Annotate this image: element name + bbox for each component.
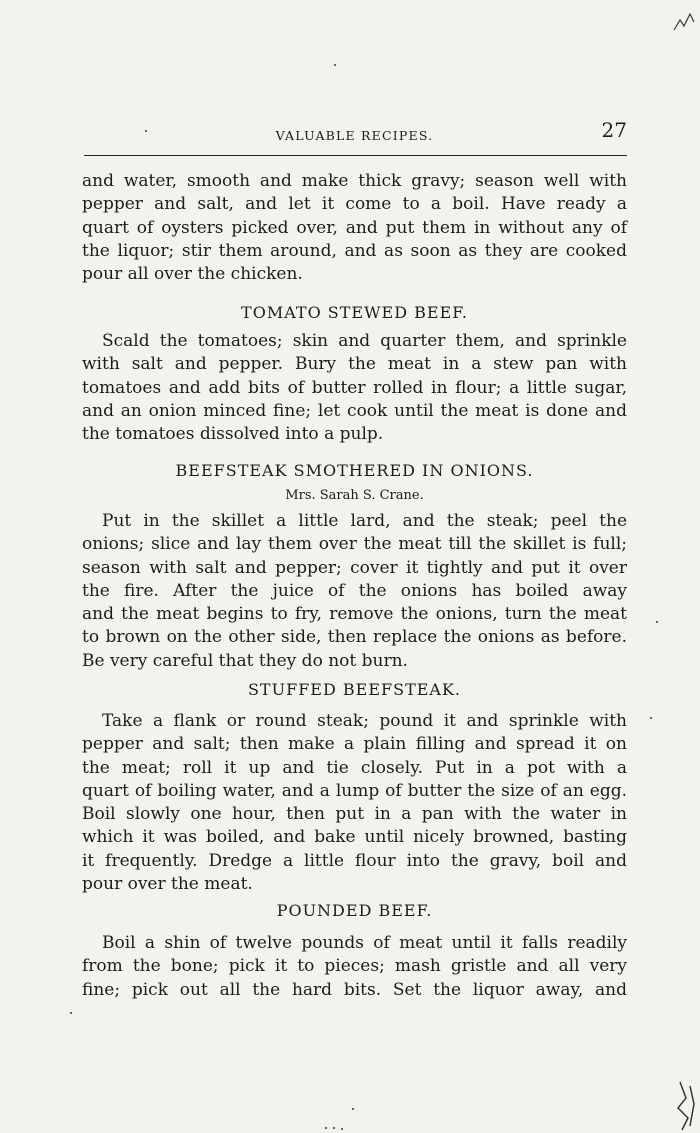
scan-speck xyxy=(334,64,336,66)
recipe-title-beefsteak-smothered: BEEFSTEAK SMOTHERED IN ONIONS. xyxy=(175,461,534,480)
recipe-line: season with salt and pepper; cover it tightly and put it over xyxy=(82,557,627,578)
recipe-title-tomato-stewed-beef: TOMATO STEWED BEEF. xyxy=(241,303,468,322)
recipe-line: to brown on the other side, then replace the onions as before. xyxy=(82,627,627,648)
recipe-line: tomatoes and add bits of butter rolled in flour; a little sugar, xyxy=(82,377,627,398)
intro-line: quart of oysters picked over, and put them in without any of xyxy=(82,217,627,238)
recipe-line: and the meat begins to fry, remove the onions, turn the meat xyxy=(82,604,627,625)
recipe-line: pepper and salt; then make a plain filling and spread it on xyxy=(82,734,627,755)
recipe-title-pounded-beef: POUNDED BEEF. xyxy=(276,901,433,920)
scan-speck xyxy=(70,1012,72,1014)
recipe-line: onions; slice and lay them over the meat till the skillet is full; xyxy=(82,534,627,555)
recipe-body-beefsteak-smothered xyxy=(82,510,627,673)
recipe-title-stuffed-beefsteak: STUFFED BEEFSTEAK. xyxy=(247,680,462,699)
recipe-line: Put in the skillet a little lard, and the steak; peel the xyxy=(102,511,627,531)
header-rule xyxy=(84,155,627,156)
scan-speck xyxy=(333,1127,335,1129)
recipe-body-pounded-beef xyxy=(82,932,627,1002)
intro-line: pepper and salt, and let it come to a boil. Have ready a xyxy=(82,194,627,215)
scan-edge-mark xyxy=(672,1078,698,1133)
recipe-line: Scald the tomatoes; skin and quarter them, and sprinkle xyxy=(102,331,627,351)
intro-paragraph xyxy=(82,170,627,286)
recipe-line: pour over the meat. xyxy=(82,874,253,895)
recipe-line: which it was boiled, and bake until nicely browned, basting xyxy=(82,827,627,848)
scan-speck xyxy=(325,1127,327,1129)
recipe-line: the fire. After the juice of the onions has boiled away xyxy=(82,580,627,601)
scan-speck xyxy=(650,717,652,719)
scan-edge-mark xyxy=(670,8,698,38)
recipe-line: Boil a shin of twelve pounds of meat until it falls readily xyxy=(102,933,627,953)
recipe-line: quart of boiling water, and a lump of butter the size of an egg. xyxy=(82,780,627,801)
recipe-line: with salt and pepper. Bury the meat in a stew pan with xyxy=(82,354,627,375)
running-head xyxy=(82,118,627,150)
page-number: 27 xyxy=(601,118,627,142)
recipe-line: Take a flank or round steak; pound it and sprinkle with xyxy=(102,711,627,731)
recipe-author: Mrs. Sarah S. Crane. xyxy=(285,488,424,503)
recipe-body-tomato-stewed-beef xyxy=(82,330,627,446)
scan-speck xyxy=(145,130,147,132)
recipe-line: and an onion minced fine; let cook until the meat is done and xyxy=(82,400,627,421)
recipe-line: Be very careful that they do not burn. xyxy=(82,650,408,671)
recipe-body-stuffed-beefsteak xyxy=(82,710,627,896)
recipe-line: it frequently. Dredge a little flour into the gravy, boil and xyxy=(82,850,627,871)
recipe-line: fine; pick out all the hard bits. Set the liquor away, and xyxy=(82,979,627,1000)
recipe-line: the meat; roll it up and tie closely. Put in a pot with a xyxy=(82,757,627,778)
intro-line: pour all over the chicken. xyxy=(82,264,303,285)
intro-line: and water, smooth and make thick gravy; season well with xyxy=(82,171,627,191)
recipe-line: the tomatoes dissolved into a pulp. xyxy=(82,424,384,445)
scan-speck xyxy=(341,1128,343,1130)
intro-line: the liquor; stir them around, and as soon as they are cooked xyxy=(82,240,627,261)
recipe-line: from the bone; pick it to pieces; mash gristle and all very xyxy=(82,956,627,977)
recipe-line: Boil slowly one hour, then put in a pan with the water in xyxy=(82,804,627,825)
running-title: VALUABLE RECIPES. xyxy=(275,128,434,143)
scan-speck xyxy=(656,621,658,623)
scan-speck xyxy=(352,1108,354,1110)
